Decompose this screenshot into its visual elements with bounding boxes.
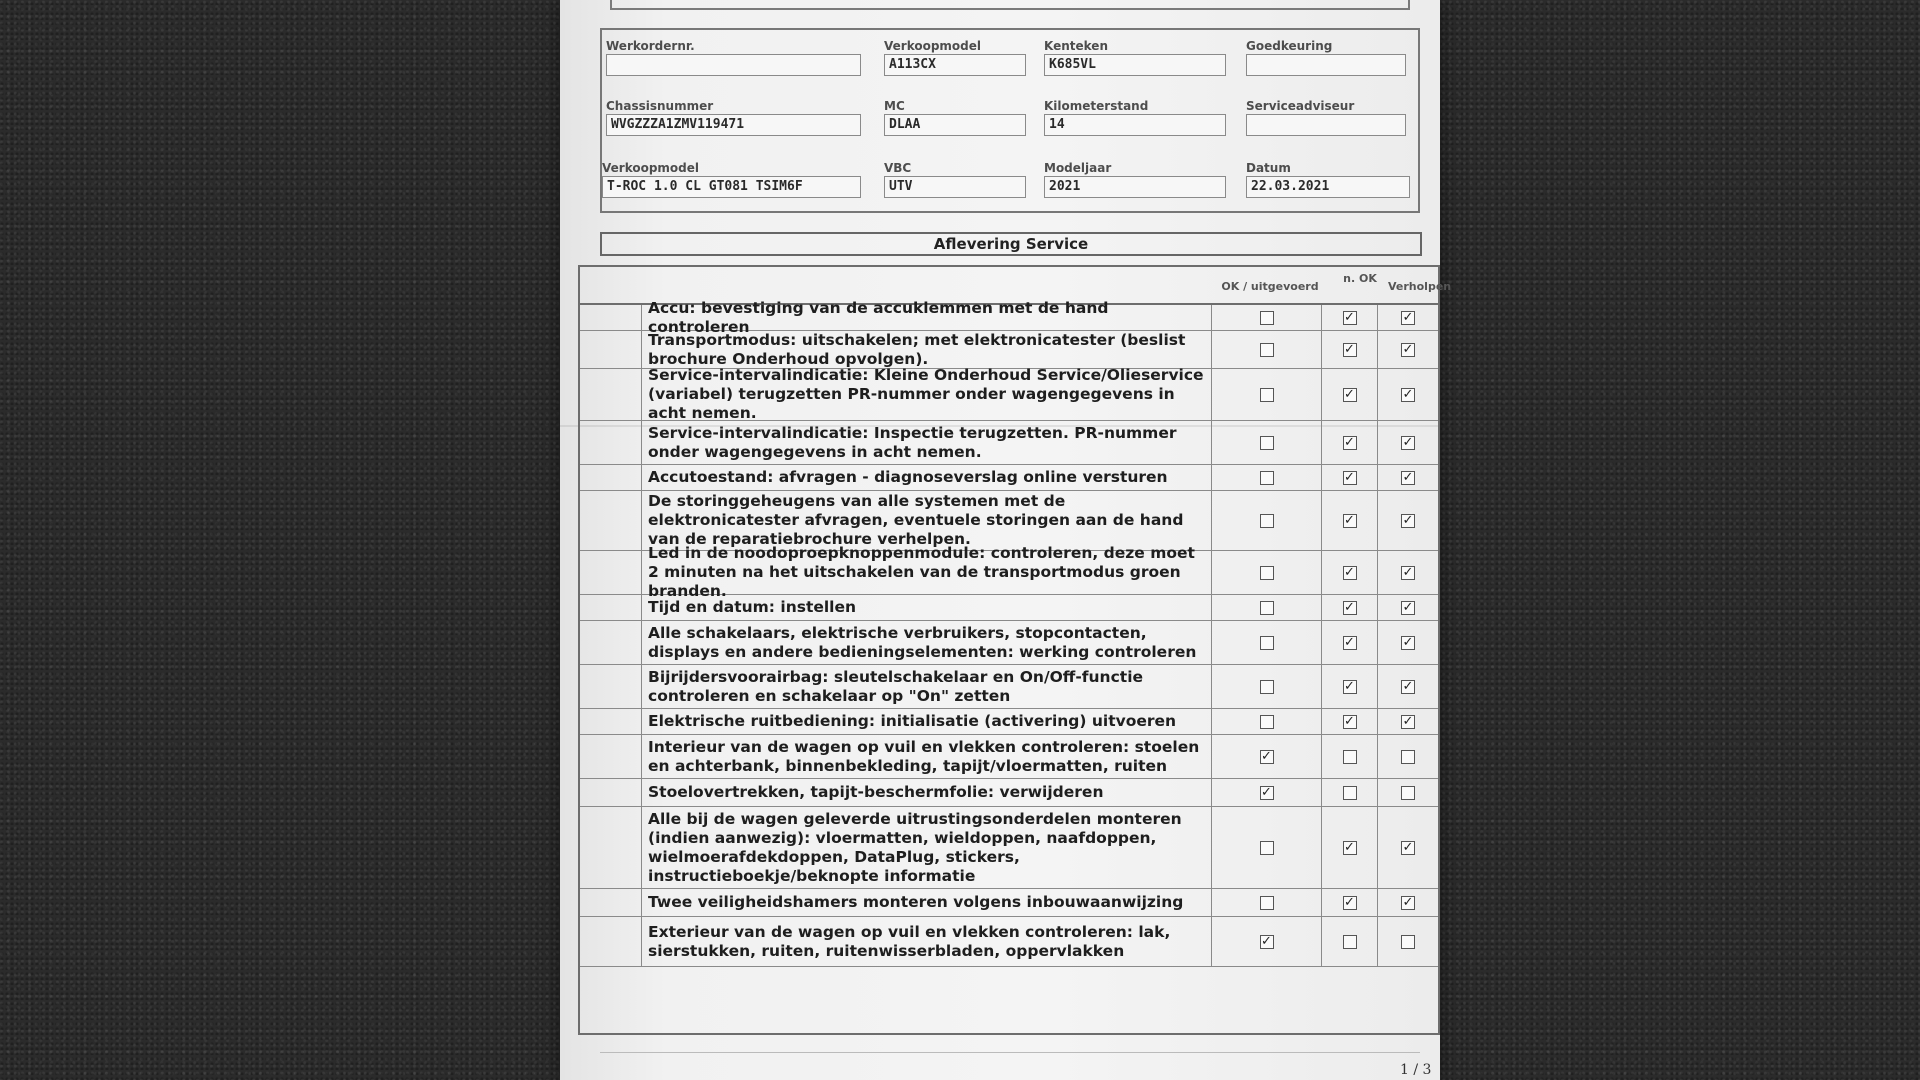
row-description: Accu: bevestiging van de accuklemmen met de hand controleren	[642, 305, 1212, 330]
field-label: Verkoopmodel	[602, 161, 700, 175]
checkbox-nok[interactable]	[1343, 436, 1357, 450]
checklist-row	[580, 465, 1438, 491]
cell-ok	[1212, 889, 1322, 916]
cell-nok	[1322, 491, 1378, 550]
field-value	[1246, 114, 1406, 136]
checklist-row	[580, 298, 1438, 336]
field-kilometerstand	[1044, 98, 1226, 136]
field-kenteken	[1044, 38, 1226, 76]
cell-nok	[1322, 305, 1378, 330]
field-value: UTV	[884, 176, 1026, 198]
field-serviceadviseur	[1246, 98, 1406, 136]
checkbox-ok[interactable]	[1260, 388, 1274, 402]
checkbox-nok[interactable]	[1343, 514, 1357, 528]
vehicle-info-box	[600, 28, 1420, 213]
checkmark-icon: ✓	[1344, 634, 1355, 650]
checkmark-icon: ✓	[1402, 634, 1414, 650]
cell-ok	[1212, 735, 1322, 778]
field-label: Verkoopmodel	[884, 39, 982, 53]
checkmark-icon: ✓	[1261, 784, 1272, 800]
field-label: Kilometerstand	[1044, 99, 1149, 113]
checklist-row	[580, 595, 1438, 621]
checkbox-verholpen[interactable]	[1401, 935, 1415, 949]
row-number-cell	[580, 551, 642, 594]
field-modeljaar	[1044, 160, 1226, 198]
field-verkoopmodel-code	[884, 38, 1026, 76]
field-verkoopmodel-name	[602, 160, 861, 198]
checkmark-icon: ✓	[1344, 512, 1355, 528]
checkmark-icon: ✓	[1402, 434, 1414, 450]
cell-nok	[1322, 735, 1378, 778]
top-border-strip	[610, 0, 1410, 10]
checkbox-nok[interactable]	[1343, 343, 1357, 357]
checkmark-icon: ✓	[1344, 564, 1355, 580]
row-number-cell	[580, 889, 642, 916]
checklist-row	[580, 889, 1438, 917]
checklist-row	[580, 779, 1438, 807]
checkbox-verholpen[interactable]	[1401, 715, 1415, 729]
checkmark-icon: ✓	[1344, 678, 1355, 694]
row-number-cell	[580, 595, 642, 620]
cell-ok	[1212, 665, 1322, 708]
checklist-row	[580, 735, 1438, 779]
row-description: Twee veiligheidshamers monteren volgens inbouwaanwijzing	[642, 889, 1212, 916]
row-description: Alle schakelaars, elektrische verbruikers, stopcontacten, displays en andere bedieningselementen: werking controleren	[642, 621, 1212, 664]
field-value: WVGZZZA1ZMV119471	[606, 114, 861, 136]
cell-verholpen	[1378, 595, 1438, 620]
checkbox-nok[interactable]	[1343, 471, 1357, 485]
field-value: 22.03.2021	[1246, 176, 1410, 198]
checkmark-icon: ✓	[1261, 748, 1272, 764]
cell-verholpen	[1378, 421, 1438, 464]
checklist-row	[580, 807, 1438, 889]
checkbox-nok[interactable]	[1343, 935, 1357, 949]
checkmark-icon: ✓	[1344, 894, 1355, 910]
cell-nok	[1322, 709, 1378, 734]
checkbox-nok[interactable]	[1343, 750, 1357, 764]
checkbox-ok[interactable]	[1260, 514, 1274, 528]
checkbox-nok[interactable]	[1343, 680, 1357, 694]
cell-ok	[1212, 709, 1322, 734]
checklist-row	[580, 665, 1438, 709]
cell-ok	[1212, 331, 1322, 368]
row-description: Stoelovertrekken, tapijt-beschermfolie: verwijderen	[642, 779, 1212, 806]
checkbox-ok[interactable]	[1260, 841, 1274, 855]
field-chassisnummer	[606, 98, 861, 136]
footer-divider	[600, 1052, 1420, 1053]
checklist-row	[580, 491, 1438, 551]
checkmark-icon: ✓	[1344, 309, 1355, 325]
field-value: 14	[1044, 114, 1226, 136]
page-number: 1 / 3	[1400, 1062, 1432, 1078]
cell-nok	[1322, 595, 1378, 620]
checkbox-ok[interactable]	[1260, 566, 1274, 580]
row-description: Exterieur van de wagen op vuil en vlekken controleren: lak, sierstukken, ruiten, ruitenwisserbladen, oppervlakken	[642, 917, 1212, 966]
checkbox-nok[interactable]	[1343, 841, 1357, 855]
checkbox-verholpen[interactable]	[1401, 750, 1415, 764]
cell-nok	[1322, 551, 1378, 594]
cell-verholpen	[1378, 551, 1438, 594]
row-description: Alle bij de wagen geleverde uitrustingsonderdelen monteren (indien aanwezig): vloermatten, wieldoppen, naafdoppen, wielmoerafdekdoppen, DataPlug, stickers, instructieboekje/beknopte informatie	[642, 807, 1212, 888]
section-title: Aflevering Service	[600, 232, 1422, 256]
checkmark-icon: ✓	[1402, 386, 1414, 402]
field-label: Kenteken	[1044, 39, 1108, 53]
row-number-cell	[580, 331, 642, 368]
checkbox-ok[interactable]	[1260, 343, 1274, 357]
checklist-row	[580, 709, 1438, 735]
checklist-row	[580, 366, 1438, 422]
field-value	[1246, 54, 1406, 76]
field-label: Modeljaar	[1044, 161, 1112, 175]
field-value: T-ROC 1.0 CL GT081 TSIM6F	[602, 176, 861, 198]
row-description: Transportmodus: uitschakelen; met elektronicatester (beslist brochure Onderhoud opvolgen).	[642, 331, 1212, 368]
checkbox-verholpen[interactable]	[1401, 311, 1415, 325]
checkbox-verholpen[interactable]	[1401, 566, 1415, 580]
cell-ok	[1212, 917, 1322, 966]
checkbox-ok[interactable]	[1260, 935, 1274, 949]
field-label: Serviceadviseur	[1246, 99, 1355, 113]
checkbox-verholpen[interactable]	[1401, 636, 1415, 650]
row-number-cell	[580, 665, 642, 708]
checkmark-icon: ✓	[1344, 469, 1355, 485]
cell-ok	[1212, 551, 1322, 594]
cell-verholpen	[1378, 369, 1438, 420]
checkmark-icon: ✓	[1402, 713, 1414, 729]
field-werkordernr	[606, 38, 861, 76]
cell-verholpen	[1378, 665, 1438, 708]
checkbox-nok[interactable]	[1343, 896, 1357, 910]
cell-ok	[1212, 491, 1322, 550]
checkbox-verholpen[interactable]	[1401, 680, 1415, 694]
field-value: 2021	[1044, 176, 1226, 198]
row-number-cell	[580, 735, 642, 778]
row-description: De storinggeheugens van alle systemen met de elektronicatester afvragen, eventuele storingen aan de hand van de reparatiebrochure verhelpen.	[642, 491, 1212, 550]
row-number-cell	[580, 807, 642, 888]
cell-verholpen	[1378, 779, 1438, 806]
checkmark-icon: ✓	[1261, 933, 1272, 949]
cell-verholpen	[1378, 889, 1438, 916]
cell-ok	[1212, 465, 1322, 490]
checkbox-verholpen[interactable]	[1401, 471, 1415, 485]
checkmark-icon: ✓	[1344, 341, 1355, 357]
field-value: K685VL	[1044, 54, 1226, 76]
cell-nok	[1322, 465, 1378, 490]
checklist-row	[580, 421, 1438, 465]
checkbox-verholpen[interactable]	[1401, 388, 1415, 402]
field-value: A113CX	[884, 54, 1026, 76]
cell-nok	[1322, 331, 1378, 368]
cell-nok	[1322, 807, 1378, 888]
checkmark-icon: ✓	[1402, 309, 1414, 325]
checkbox-ok[interactable]	[1260, 436, 1274, 450]
row-number-cell	[580, 917, 642, 966]
header-verholpen: Verholpen	[1388, 280, 1452, 293]
checkbox-ok[interactable]	[1260, 311, 1274, 325]
checkbox-verholpen[interactable]	[1401, 601, 1415, 615]
cell-verholpen	[1378, 917, 1438, 966]
row-description: Bijrijdersvoorairbag: sleutelschakelaar en On/Off-functie controleren en schakelaar op "On" zetten	[642, 665, 1212, 708]
cell-verholpen	[1378, 305, 1438, 330]
cell-nok	[1322, 665, 1378, 708]
checklist-row	[580, 621, 1438, 665]
checkmark-icon: ✓	[1402, 512, 1414, 528]
field-label: VBC	[884, 161, 912, 175]
checkmark-icon: ✓	[1344, 386, 1355, 402]
row-number-cell	[580, 491, 642, 550]
checkbox-nok[interactable]	[1343, 311, 1357, 325]
cell-ok	[1212, 807, 1322, 888]
cell-nok	[1322, 779, 1378, 806]
cell-nok	[1322, 889, 1378, 916]
checkbox-ok[interactable]	[1260, 750, 1274, 764]
row-number-cell	[580, 369, 642, 420]
cell-verholpen	[1378, 709, 1438, 734]
checkmark-icon: ✓	[1402, 894, 1414, 910]
field-label: Goedkeuring	[1246, 39, 1333, 53]
checkbox-nok[interactable]	[1343, 601, 1357, 615]
cell-nok	[1322, 917, 1378, 966]
checkmark-icon: ✓	[1402, 564, 1414, 580]
field-label: MC	[884, 99, 905, 113]
checkmark-icon: ✓	[1344, 713, 1355, 729]
row-description: Service-intervalindicatie: Kleine Onderhoud Service/Olieservice (variabel) terugzetten PR-nummer onder wagengegevens in acht nemen.	[642, 369, 1212, 420]
checkbox-nok[interactable]	[1343, 786, 1357, 800]
checkmark-icon: ✓	[1402, 341, 1414, 357]
checkbox-ok[interactable]	[1260, 715, 1274, 729]
checkbox-ok[interactable]	[1260, 601, 1274, 615]
service-document	[560, 0, 1452, 1080]
field-vbc	[884, 160, 1026, 198]
row-description: Led in de noodoproepknoppenmodule: controleren, deze moet 2 minuten na het uitschakelen van de transportmodus groen branden.	[642, 551, 1212, 594]
cell-ok	[1212, 305, 1322, 330]
checkbox-verholpen[interactable]	[1401, 436, 1415, 450]
field-label: Werkordernr.	[606, 39, 695, 53]
cell-verholpen	[1378, 465, 1438, 490]
checkbox-verholpen[interactable]	[1401, 514, 1415, 528]
checkbox-verholpen[interactable]	[1401, 896, 1415, 910]
cell-ok	[1212, 621, 1322, 664]
checkbox-verholpen[interactable]	[1401, 786, 1415, 800]
field-label: Datum	[1246, 161, 1291, 175]
checkbox-ok[interactable]	[1260, 636, 1274, 650]
cell-verholpen	[1378, 621, 1438, 664]
checkmark-icon: ✓	[1344, 599, 1355, 615]
cell-nok	[1322, 369, 1378, 420]
field-value	[606, 54, 861, 76]
checklist-row	[580, 544, 1438, 600]
field-goedkeuring	[1246, 38, 1406, 76]
checkbox-verholpen[interactable]	[1401, 841, 1415, 855]
checkbox-nok[interactable]	[1343, 636, 1357, 650]
row-description: Interieur van de wagen op vuil en vlekken controleren: stoelen en achterbank, binnenbekleding, tapijt/vloermatten, ruiten	[642, 735, 1212, 778]
field-mc	[884, 98, 1026, 136]
checkmark-icon: ✓	[1402, 469, 1414, 485]
row-description: Tijd en datum: instellen	[642, 595, 1212, 620]
checklist-row	[580, 331, 1438, 369]
cell-ok	[1212, 421, 1322, 464]
checkbox-nok[interactable]	[1343, 566, 1357, 580]
checkmark-icon: ✓	[1344, 434, 1355, 450]
cell-ok	[1212, 369, 1322, 420]
row-number-cell	[580, 465, 642, 490]
checklist-row	[580, 917, 1438, 967]
cell-verholpen	[1378, 331, 1438, 368]
cell-verholpen	[1378, 491, 1438, 550]
header-nok: n. OK	[1343, 272, 1377, 285]
cell-ok	[1212, 595, 1322, 620]
cell-nok	[1322, 421, 1378, 464]
checkbox-ok[interactable]	[1260, 471, 1274, 485]
row-description: Accutoestand: afvragen - diagnoseverslag online versturen	[642, 465, 1212, 490]
checkmark-icon: ✓	[1402, 678, 1414, 694]
checkmark-icon: ✓	[1344, 839, 1355, 855]
checkbox-nok[interactable]	[1343, 715, 1357, 729]
checkbox-ok[interactable]	[1260, 896, 1274, 910]
checkbox-ok[interactable]	[1260, 786, 1274, 800]
row-number-cell	[580, 779, 642, 806]
header-ok: OK / uitgevoerd	[1221, 280, 1319, 293]
checklist-rows	[580, 298, 1438, 967]
row-description: Service-intervalindicatie: Inspectie terugzetten. PR-nummer onder wagengegevens in acht nemen.	[642, 421, 1212, 464]
field-label: Chassisnummer	[606, 99, 714, 113]
checkbox-verholpen[interactable]	[1401, 343, 1415, 357]
checkmark-icon: ✓	[1402, 839, 1414, 855]
cell-verholpen	[1378, 735, 1438, 778]
field-value: DLAA	[884, 114, 1026, 136]
cell-verholpen	[1378, 807, 1438, 888]
cell-nok	[1322, 621, 1378, 664]
row-number-cell	[580, 709, 642, 734]
checkbox-ok[interactable]	[1260, 680, 1274, 694]
row-number-cell	[580, 305, 642, 330]
checklist-table	[578, 265, 1452, 1035]
row-number-cell	[580, 621, 642, 664]
row-number-cell	[580, 421, 642, 464]
cell-ok	[1212, 779, 1322, 806]
checkmark-icon: ✓	[1402, 599, 1414, 615]
row-description: Elektrische ruitbediening: initialisatie (activering) uitvoeren	[642, 709, 1212, 734]
field-datum	[1246, 160, 1410, 198]
checkbox-nok[interactable]	[1343, 388, 1357, 402]
